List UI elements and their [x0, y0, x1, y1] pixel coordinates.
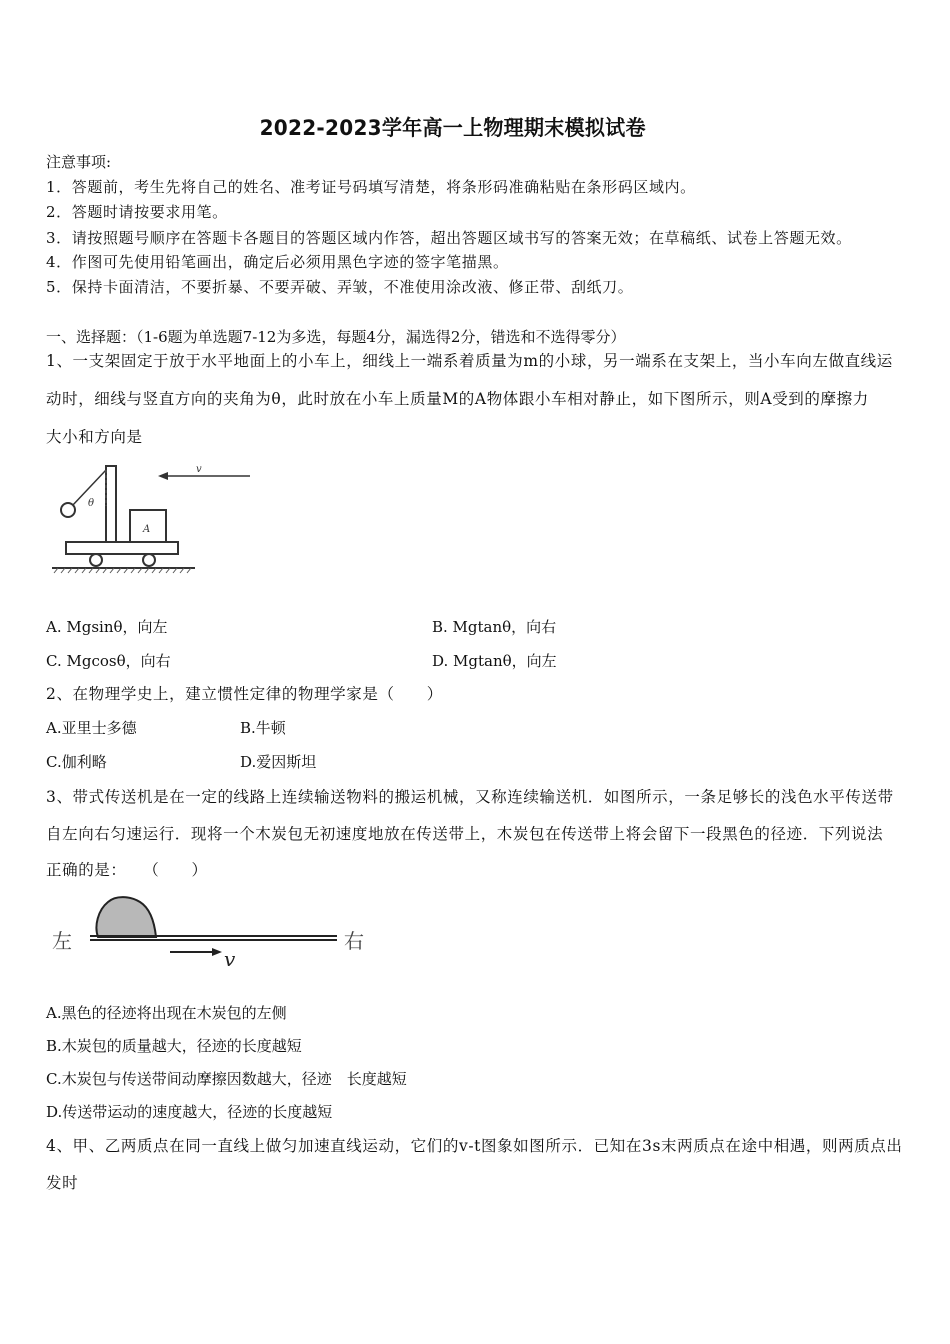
- q3-right-label: 右: [344, 929, 364, 953]
- notice-item-3: 3．请按照题号顺序在答题卡各题目的答题区域内作答，超出答题区域书写的答案无效；在草稿纸、试卷上答题无效。: [46, 229, 852, 247]
- notice-item-2: 2．答题时请按要求用笔。: [46, 203, 228, 221]
- notice-item-5: 5．保持卡面清洁，不要折暴、不要弄破、弄皱，不准使用涂改液、修正带、刮纸刀。: [46, 278, 634, 296]
- q1-block-label: A: [143, 524, 151, 535]
- q1-line-1: 1、一支架固定于放于水平地面上的小车上，细线上一端系着质量为m的小球，另一端系在支架上，当小车向左做直线运: [46, 352, 893, 370]
- q1-theta-label: θ: [88, 498, 95, 509]
- q2-option-b: B.牛顿: [240, 719, 286, 737]
- q3-option-a: A.黑色的径迹将出现在木炭包的左侧: [46, 1004, 287, 1022]
- q3-option-c: C.木炭包与传送带间动摩擦因数越大，径迹 长度越短: [46, 1070, 407, 1088]
- q2-option-c: C.伽利略: [46, 753, 107, 771]
- page-title: 2022-2023学年高一上物理期末模拟试卷: [259, 116, 646, 140]
- q3-line-3: 正确的是： （ ）: [46, 861, 208, 879]
- q1-option-c: C. Mgcosθ，向右: [46, 652, 171, 670]
- q3-option-d: D.传送带运动的速度越大，径迹的长度越短: [46, 1103, 333, 1121]
- q3-conveyor-figure: [50, 890, 380, 975]
- q3-left-label: 左: [52, 929, 72, 953]
- q2-option-a: A.亚里士多德: [46, 719, 137, 737]
- q3-line-1: 3、带式传送机是在一定的线路上连续输送物料的搬运机械，又称连续输送机．如图所示，一条足够长的浅色水平传送带: [46, 788, 894, 806]
- q1-option-b: B. Mgtanθ，向右: [432, 618, 557, 636]
- q3-velocity-label: v: [224, 947, 236, 971]
- q1-line-2: 动时，细线与竖直方向的夹角为θ，此时放在小车上质量M的A物体跟小车相对静止，如下图所示，则A受到的摩擦力: [46, 390, 869, 408]
- q2-option-d: D.爱因斯坦: [240, 753, 317, 771]
- notice-heading: 注意事项:: [46, 153, 112, 171]
- section-heading: 一、选择题：（1-6题为单选题7-12为多选，每题4分，漏选得2分，错选和不选得零分）: [46, 328, 626, 346]
- q1-option-a: A. Mgsinθ，向左: [46, 618, 168, 636]
- q1-velocity-label: v: [196, 464, 202, 475]
- q1-cart-figure: [50, 460, 255, 580]
- q4-line-1: 4、甲、乙两质点在同一直线上做匀加速直线运动，它们的v-t图象如图所示．已知在3s末两质点在途中相遇，则两质点出: [46, 1137, 903, 1155]
- q3-line-2: 自左向右匀速运行．现将一个木炭包无初速度地放在传送带上，木炭包在传送带上将会留下一段黑色的径迹．下列说法: [46, 825, 884, 843]
- q1-option-d: D. Mgtanθ，向左: [432, 652, 557, 670]
- q3-option-b: B.木炭包的质量越大，径迹的长度越短: [46, 1037, 302, 1055]
- q4-line-2: 发时: [46, 1174, 79, 1192]
- q2-stem: 2、在物理学史上，建立惯性定律的物理学家是（ ）: [46, 685, 443, 703]
- q1-line-3: 大小和方向是: [46, 428, 143, 446]
- notice-item-1: 1．答题前，考生先将自己的姓名、准考证号码填写清楚，将条形码准确粘贴在条形码区域内。: [46, 178, 696, 196]
- notice-item-4: 4．作图可先使用铅笔画出，确定后必须用黑色字迹的签字笔描黑。: [46, 253, 509, 271]
